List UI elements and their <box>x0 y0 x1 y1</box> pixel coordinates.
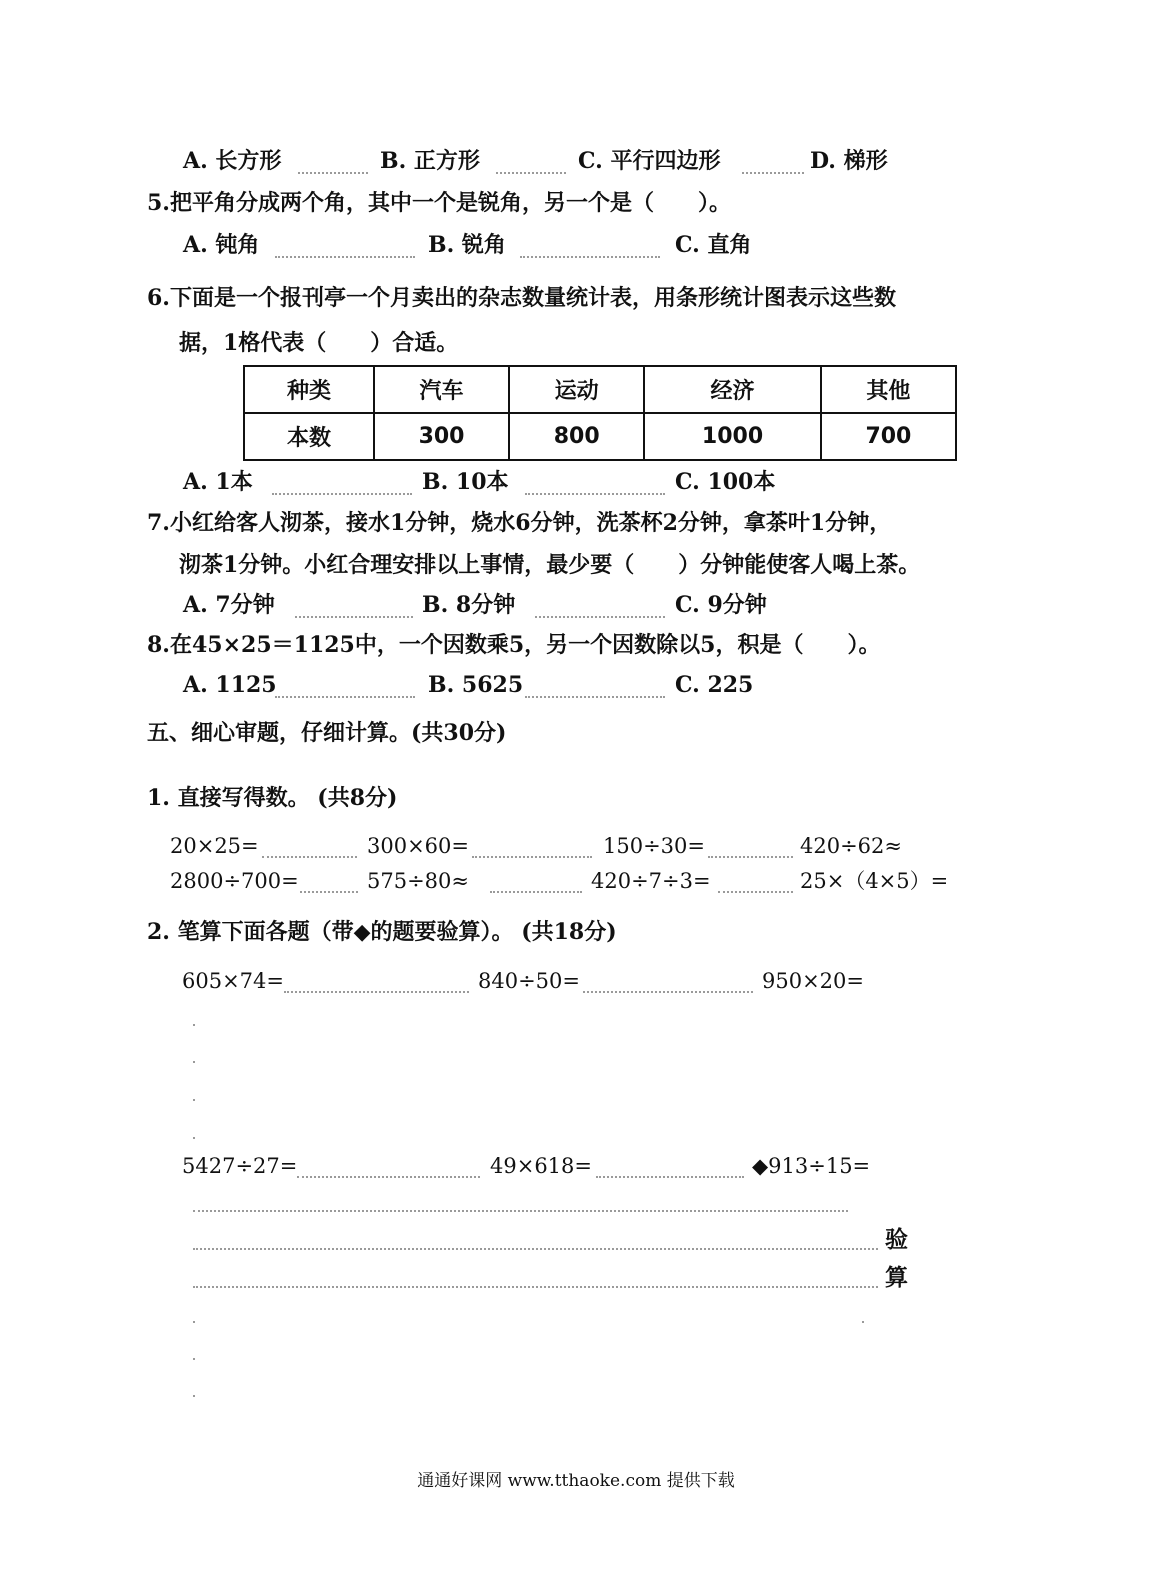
margin-dot <box>193 1024 195 1026</box>
calc-item: 150÷30= <box>603 834 705 858</box>
q5-option-b: B. 锐角 <box>428 232 506 258</box>
dot-leader <box>300 891 358 893</box>
dot-leader <box>535 616 665 618</box>
q6-stem-line2: 据，1格代表（ ）合适。 <box>179 330 459 356</box>
dot-leader <box>583 991 753 993</box>
dot-leader <box>298 172 368 174</box>
q6-option-c: C. 100本 <box>675 469 776 495</box>
dot-leader <box>284 991 469 993</box>
table-header-cell: 经济 <box>644 366 821 413</box>
calc-item: 49×618= <box>490 1154 592 1178</box>
q6-option-b: B. 10本 <box>422 469 509 495</box>
margin-dot <box>193 1099 195 1101</box>
calc-item: 25×（4×5）= <box>800 869 949 893</box>
q7-stem-line2: 沏茶1分钟。小红合理安排以上事情，最少要（ ）分钟能使客人喝上茶。 <box>179 552 921 578</box>
calc-item: 2800÷700= <box>170 869 299 893</box>
check-label-1: 验 <box>885 1226 908 1253</box>
dot-leader <box>496 172 566 174</box>
dot-leader <box>490 891 582 893</box>
calc-item: ◆913÷15= <box>752 1154 871 1178</box>
q8-stem: 8.在45×25＝1125中，一个因数乘5，另一个因数除以5，积是（ ）。 <box>147 632 881 658</box>
dot-leader <box>193 1248 878 1250</box>
q4-option-a: A. 长方形 <box>183 148 282 174</box>
margin-dot <box>193 1321 195 1323</box>
q5-option-a: A. 钝角 <box>183 232 260 258</box>
margin-dot <box>193 1395 195 1397</box>
table-cell: 800 <box>509 413 644 460</box>
dot-leader <box>472 856 592 858</box>
table-header-cell: 汽车 <box>374 366 509 413</box>
q4-option-c: C. 平行四边形 <box>578 148 721 174</box>
part2-title: 2. 笔算下面各题（带◆的题要验算）。 (共18分) <box>147 919 617 945</box>
q7-stem-line1: 7.小红给客人沏茶，接水1分钟，烧水6分钟，洗茶杯2分钟，拿茶叶1分钟， <box>147 510 892 536</box>
q8-option-a: A. 1125 <box>183 672 277 698</box>
calc-item: 420÷7÷3= <box>591 869 711 893</box>
calc-item: 840÷50= <box>478 969 580 993</box>
calc-item: 300×60= <box>367 834 469 858</box>
q4-option-b: B. 正方形 <box>380 148 480 174</box>
table-header-row <box>244 366 956 413</box>
dot-leader <box>297 1176 480 1178</box>
q7-option-b: B. 8分钟 <box>422 592 516 618</box>
dot-leader <box>295 616 413 618</box>
dot-leader <box>272 493 412 495</box>
dot-leader <box>193 1286 878 1288</box>
q5-option-c: C. 直角 <box>675 232 752 258</box>
q7-option-a: A. 7分钟 <box>183 592 275 618</box>
q6-stem-line1: 6.下面是一个报刊亭一个月卖出的杂志数量统计表，用条形统计图表示这些数 <box>147 285 896 311</box>
q6-option-a: A. 1本 <box>183 469 253 495</box>
dot-leader <box>742 172 804 174</box>
q5-stem: 5.把平角分成两个角，其中一个是锐角，另一个是（ ）。 <box>147 190 731 216</box>
dot-leader <box>596 1176 744 1178</box>
table-header-cell: 运动 <box>509 366 644 413</box>
margin-dot <box>862 1321 864 1323</box>
dot-leader <box>718 891 793 893</box>
dot-leader <box>525 493 665 495</box>
dot-leader <box>520 256 660 258</box>
margin-dot <box>193 1061 195 1063</box>
dot-leader <box>262 856 357 858</box>
q8-option-c: C. 225 <box>675 672 754 698</box>
margin-dot <box>193 1358 195 1360</box>
table-header-cell: 种类 <box>244 366 374 413</box>
table-cell: 300 <box>374 413 509 460</box>
dot-leader <box>193 1210 848 1212</box>
calc-item: 5427÷27= <box>182 1154 298 1178</box>
table-cell: 1000 <box>644 413 821 460</box>
margin-dot <box>193 1137 195 1139</box>
section-title: 五、细心审题，仔细计算。(共30分) <box>147 720 507 746</box>
table-cell: 700 <box>821 413 956 460</box>
calc-item: 950×20= <box>762 969 864 993</box>
dot-leader <box>275 256 415 258</box>
q7-option-c: C. 9分钟 <box>675 592 767 618</box>
table-cell: 本数 <box>244 413 374 460</box>
table-header-cell: 其他 <box>821 366 956 413</box>
part1-title: 1. 直接写得数。 (共8分) <box>147 785 398 811</box>
calc-item: 605×74= <box>182 969 284 993</box>
dot-leader <box>275 696 415 698</box>
check-label-2: 算 <box>885 1264 908 1291</box>
q8-option-b: B. 5625 <box>428 672 524 698</box>
dot-leader <box>525 696 665 698</box>
calc-item: 575÷80≈ <box>367 869 469 893</box>
calc-item: 20×25= <box>170 834 259 858</box>
table-row <box>244 413 956 460</box>
magazine-sales-table <box>243 365 957 461</box>
footer-text: 通通好课网 www.tthaoke.com 提供下载 <box>417 1471 735 1491</box>
dot-leader <box>708 856 793 858</box>
calc-item: 420÷62≈ <box>800 834 902 858</box>
q4-option-d: D. 梯形 <box>810 148 888 174</box>
